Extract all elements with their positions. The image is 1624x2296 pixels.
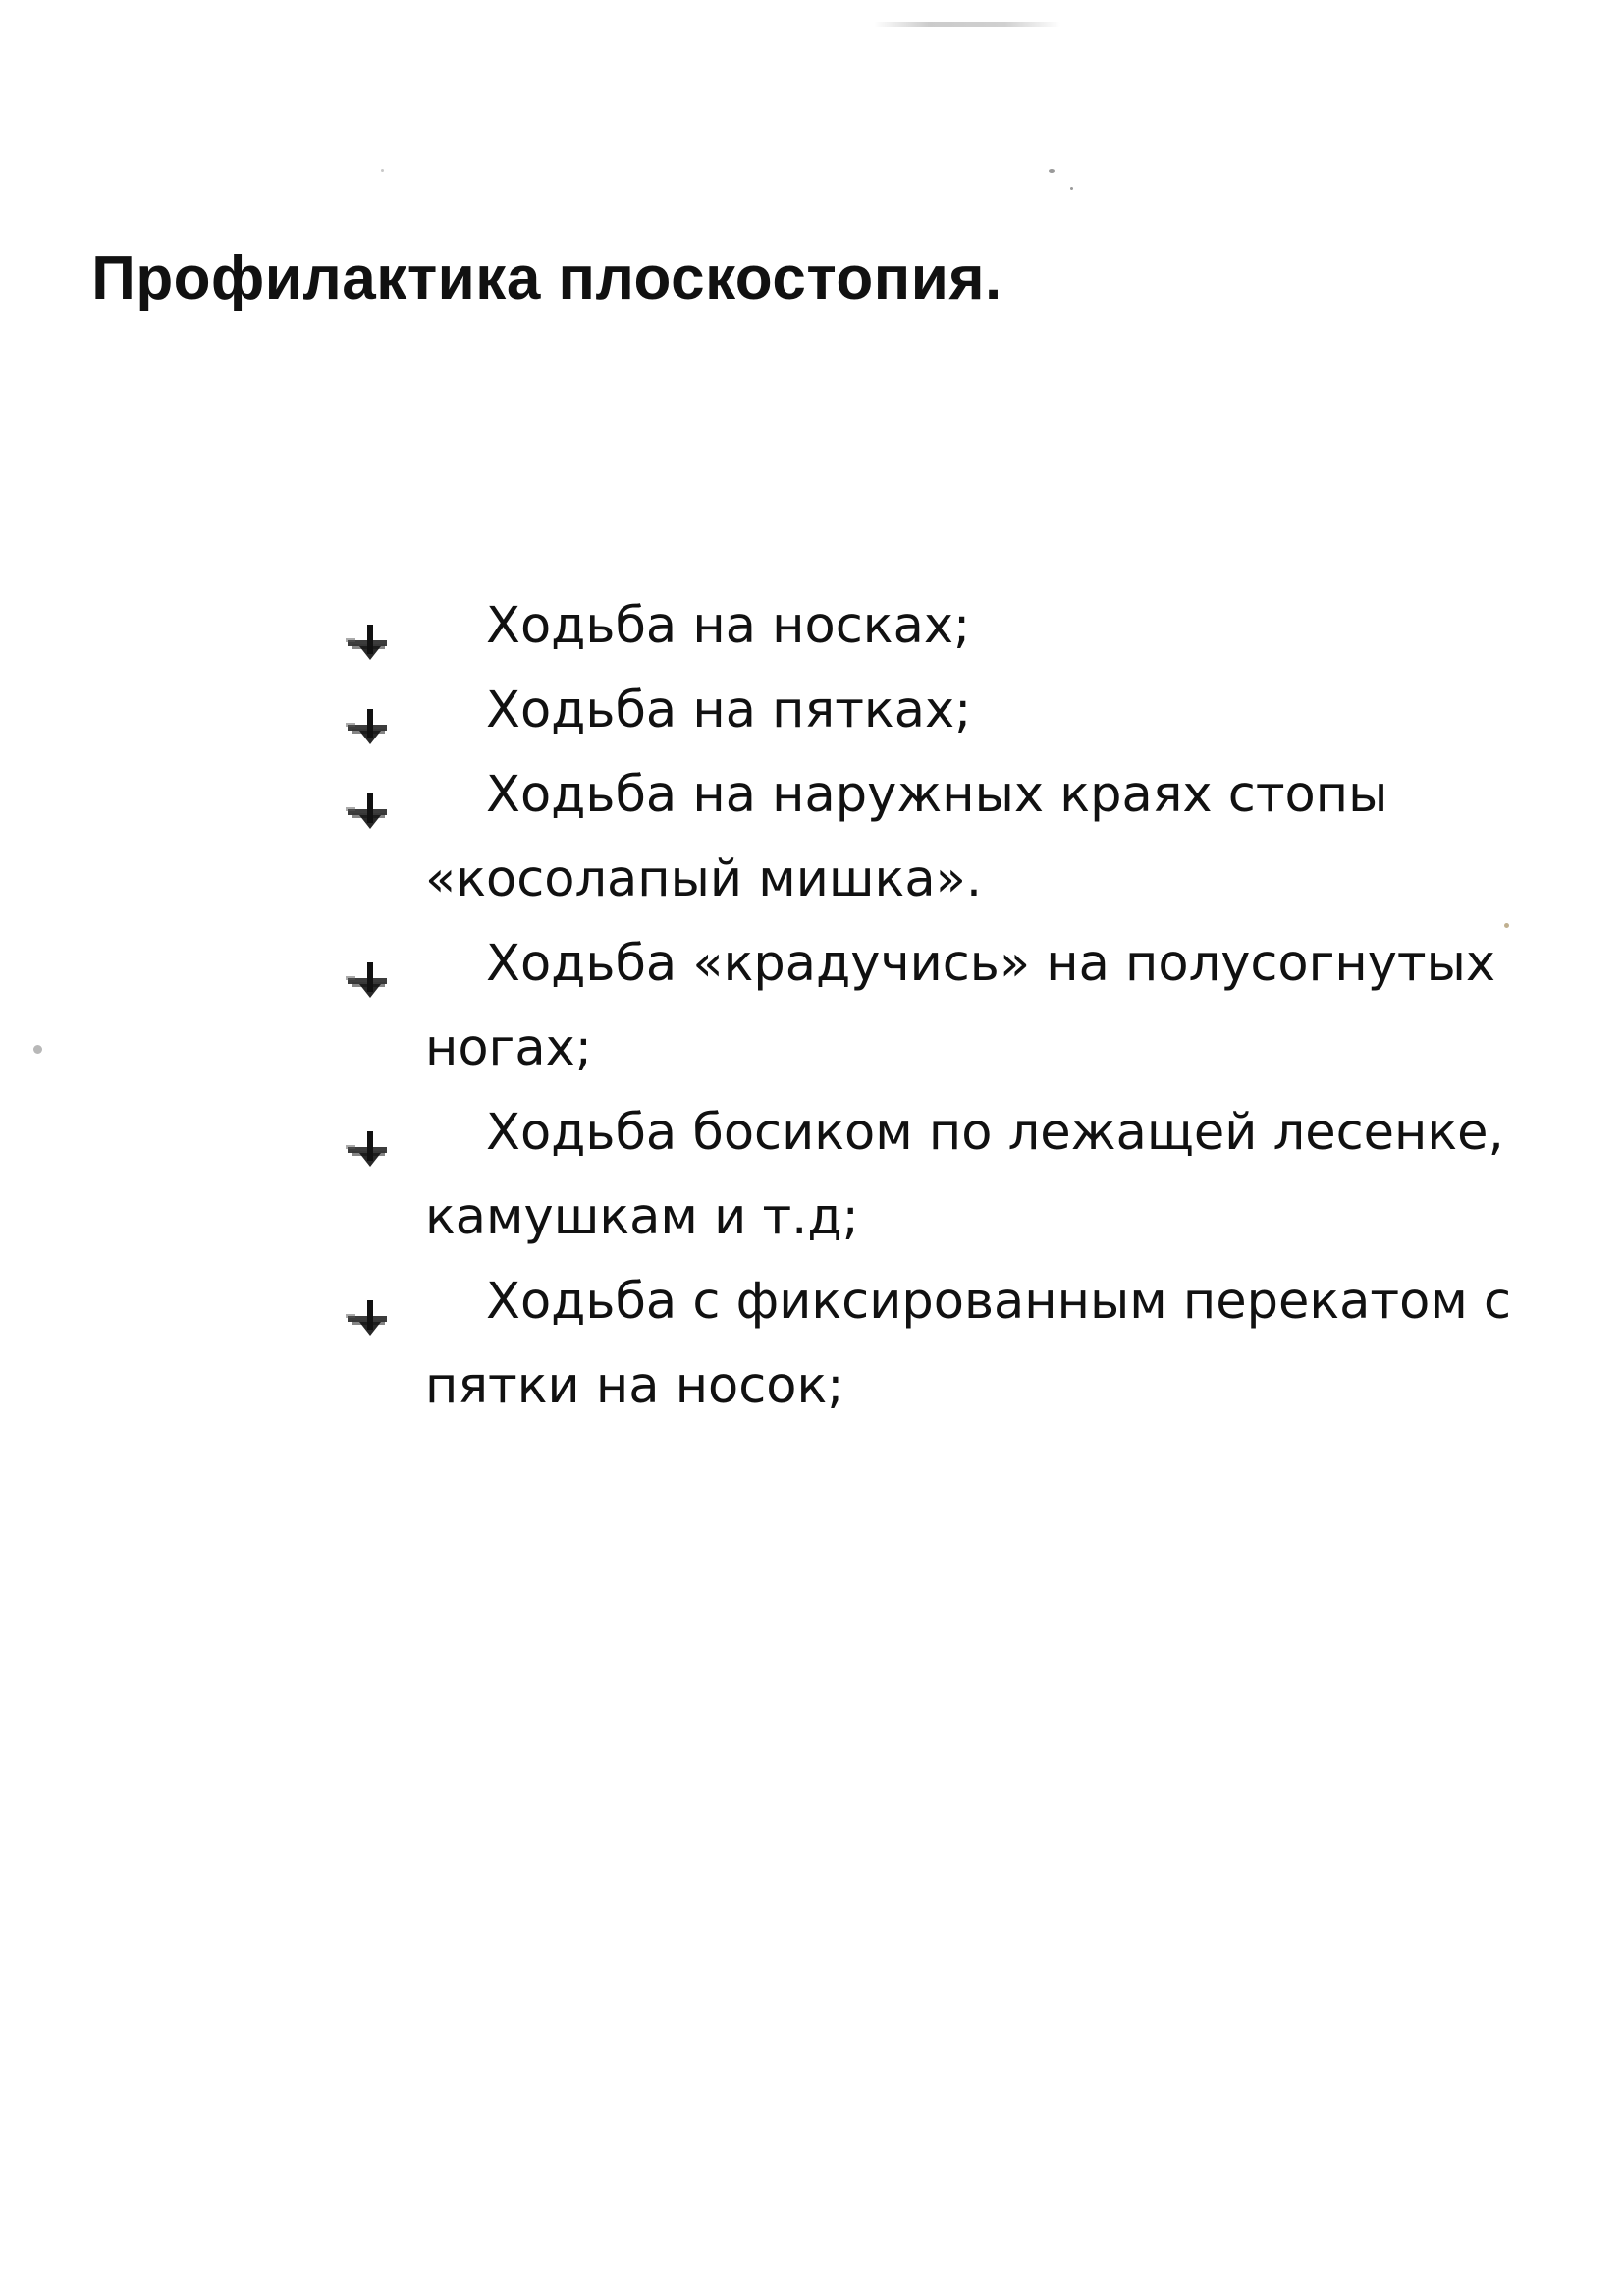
list-item-continuation: «косолапый мишка». bbox=[425, 850, 983, 908]
list-item-text: Ходьба с фиксированным перекатом с bbox=[486, 1273, 1512, 1331]
arrow-down-icon bbox=[344, 606, 395, 645]
list-item-text: Ходьба на наружных краях стопы bbox=[486, 766, 1388, 824]
scan-speck bbox=[33, 1045, 42, 1054]
scan-artifact bbox=[874, 22, 1060, 27]
arrow-down-icon bbox=[344, 1282, 395, 1321]
list-item bbox=[334, 753, 1512, 922]
list-item bbox=[334, 1260, 1512, 1429]
arrow-down-icon bbox=[344, 1113, 395, 1152]
arrow-down-icon bbox=[344, 690, 395, 730]
list-item-continuation: камушкам и т.д; bbox=[425, 1188, 859, 1246]
scan-speck bbox=[1070, 187, 1073, 190]
list-item bbox=[334, 1091, 1512, 1260]
title-text: Профилактика плоскостопия. bbox=[91, 245, 1002, 312]
list-item bbox=[334, 584, 1512, 669]
scan-speck bbox=[381, 169, 384, 172]
bullet-list bbox=[334, 584, 1512, 1429]
list-item-text: Ходьба на носках; bbox=[486, 597, 971, 655]
list-item-text: Ходьба на пятках; bbox=[486, 682, 972, 739]
list-item bbox=[334, 922, 1512, 1091]
list-item-continuation: пятки на носок; bbox=[425, 1357, 844, 1415]
arrow-down-icon bbox=[344, 775, 395, 814]
page-title bbox=[0, 244, 1624, 313]
list-item-continuation: ногах; bbox=[425, 1019, 592, 1077]
arrow-down-icon bbox=[344, 944, 395, 983]
scan-speck bbox=[1049, 169, 1055, 173]
list-item bbox=[334, 669, 1512, 753]
list-item-text: Ходьба «крадучись» на полусогнутых bbox=[486, 935, 1496, 993]
list-item-text: Ходьба босиком по лежащей лесенке, bbox=[486, 1104, 1504, 1162]
